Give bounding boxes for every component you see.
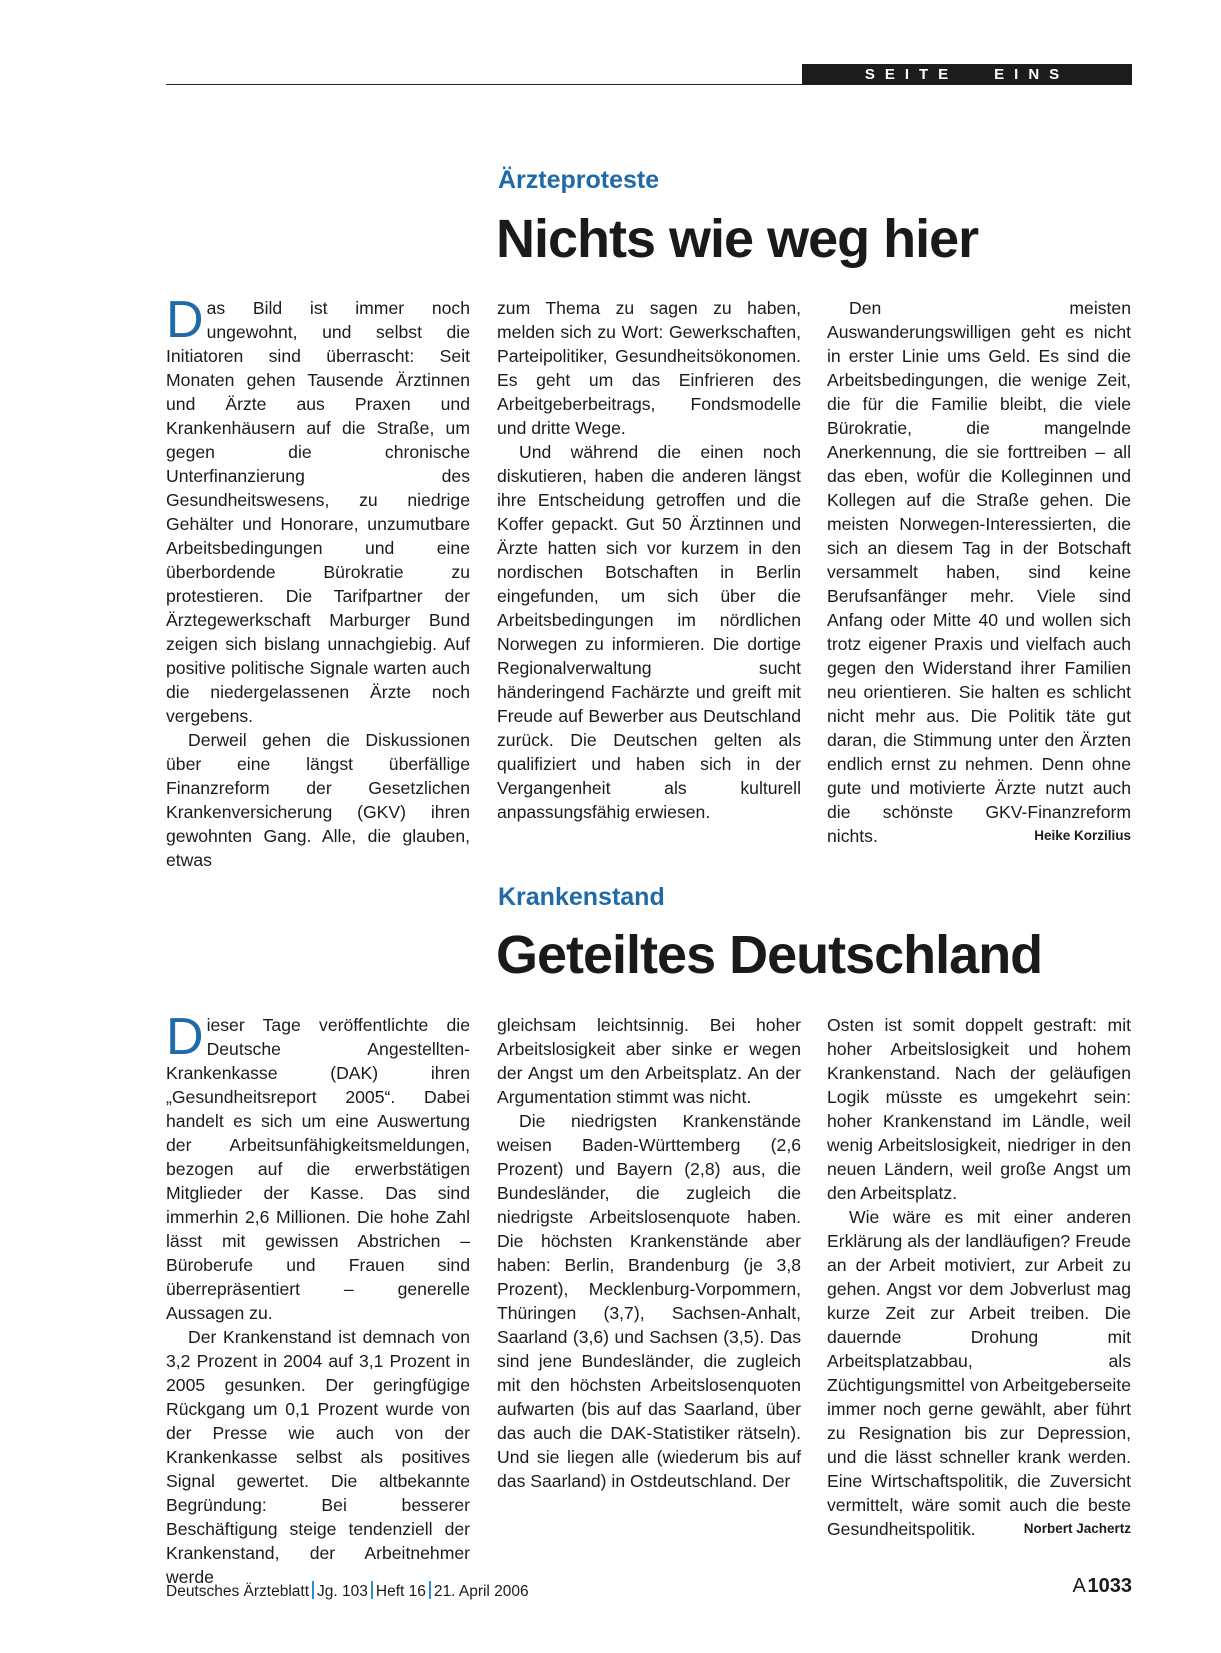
article1-title: Nichts wie weg hier (496, 209, 979, 269)
article2-col1-para1: ieser Tage veröffentlichte die Deutsche Angestellten-Krankenkasse (DAK) ihren „Gesundheitsreport 2005“. Dabei handelt es sich um eine Auswertung der Arbeitsunfähigkeitsmeldungen, bezogen auf die erwerbstätigen Mitglieder der Kasse. Das sind immerhin 2,6 Millionen. Die hohe Zahl lässt mit gewissen Abstrichen – Büroberufe und Frauen sind überrepräsentiert – generelle Aussagen zu. (166, 1015, 470, 1323)
article2-kicker: Krankenstand (498, 883, 665, 911)
article2-col3-para2: Wie wäre es mit einer anderen Erklärung als der landläufigen? Freude an der Arbeit motiviert, zur Arbeit zu gehen. Angst vor dem Jobverlust mag kurze Zeit zur Arbeit treiben. Die dauernde Drohung mit Arbeitsplatzabbau, als Züchtigungsmittel von Arbeitgeberseite immer noch gerne gewählt, aber führt zu Resignation bis zur Depression, und die lässt schneller krank werden. Eine Wirtschaftspolitik, die Zuversicht vermittelt, wäre somit auch die beste Gesundheitspolitik. (827, 1207, 1131, 1539)
article1-col1-para2: Derweil gehen die Diskussionen über eine längst überfällige Finanzreform der Gesetzlichen Krankenversicherung (GKV) ihren gewohnten Gang. Alle, die glauben, etwas (166, 730, 470, 870)
footer-volume: Jg. 103 (317, 1583, 368, 1600)
article1-column-1 (166, 291, 470, 872)
page-footer (166, 1577, 1132, 1605)
article2-col3-para1: Osten ist somit doppelt gestraft: mit hoher Arbeitslosigkeit und hohem Krankenstand. Nach der geläufigen Logik müsste es umgekehrt sein: hoher Krankenstand im Ländle, weil wenig Arbeitslosigkeit, niedriger in den neuen Ländern, weil große Angst um den Arbeitsplatz. (827, 1015, 1131, 1203)
article1-col1-para1: as Bild ist immer noch ungewohnt, und selbst die Initiatoren sind überrascht: Seit Monaten gehen Tausende Ärztinnen und Ärzte aus Praxen und Krankenhäusern auf die Straße, um gegen die chronische Unterfinanzierung des Gesundheitswesens, zu niedrige Gehälter und Honorare, unzumutbare Arbeitsbedingungen und eine überbordende Bürokratie zu protestieren. Die Tarifpartner der Ärztegewerkschaft Marburger Bund zeigen sich bislang unnachgiebig. Auf positive politische Signale warten auch die niedergelassenen Ärzte noch vergebens. (166, 298, 470, 726)
article1-kicker: Ärzteproteste (498, 166, 660, 194)
page-prefix: A (1072, 1575, 1086, 1597)
page-number (1072, 1575, 1132, 1598)
article1-col2-para1: zum Thema zu sagen zu haben, melden sich zu Wort: Gewerkschaften, Parteipolitiker, Gesundheitsökonomen. Es geht um das Einfrieren des Arbeitgeberbeitrags, Fondsmodelle und dritte Wege. (497, 298, 801, 438)
section-word-2: EINS (994, 66, 1070, 83)
article2-author: Norbert Jachertz (1023, 1521, 1131, 1536)
article2-column-1 (166, 1008, 470, 1589)
section-label (802, 64, 1132, 85)
article1-author: Heike Korzilius (1034, 828, 1131, 843)
article2-col1-para2: Der Krankenstand ist demnach von 3,2 Prozent in 2004 auf 3,1 Prozent in 2005 gesunken. Der geringfügige Rückgang um 0,1 Prozent wurde von der Presse wie auch von der Krankenkasse selbst als positives Signal gewertet. Die altbekannte Begründung: Bei besserer Beschäftigung steige tendenziell der Krankenstand, der Arbeitnehmer werde (166, 1327, 470, 1587)
article2-column-2 (497, 1013, 801, 1493)
footer-journal: Deutsches Ärzteblatt (166, 1583, 310, 1600)
footer-issue: Heft 16 (375, 1583, 426, 1600)
article2-col2-para2: Die niedrigsten Krankenstände weisen Baden-Württemberg (2,6 Prozent) und Bayern (2,8) aus, die Bundesländer, die zugleich die niedrigste Arbeitslosenquote haben. Die höchsten Krankenstände aber haben: Berlin, Brandenburg (je 3,8 Prozent), Mecklenburg-Vorpommern, Thüringen (3,7), Sachsen-Anhalt, Saarland (3,6) und Sachsen (3,5). Das sind jene Bundesländer, die zugleich mit den höchsten Arbeitslosenquoten aufwarten (bis auf das Saarland, über das auch die DAK-Statistiker rätseln). Und sie liegen alle (wiederum bis auf das Saarland) in Ostdeutschland. Der (497, 1111, 801, 1491)
article1-col2-para2: Und während die einen noch diskutieren, haben die anderen längst ihre Entscheidung getroffen und die Koffer gepackt. Gut 50 Ärztinnen und Ärzte hatten sich vor kurzem in den nordischen Botschaften in Berlin eingefunden, um sich über die Arbeitsbedingungen im nördlichen Norwegen zu informieren. Die dortige Regionalverwaltung sucht händeringend Fachärzte und greift mit Freude auf Bewerber aus Deutschland zurück. Die Deutschen gelten als qualifiziert und haben sich in der Vergangenheit als kulturell anpassungsfähig erwiesen. (497, 442, 801, 822)
footer-separator (312, 1581, 314, 1599)
article1-column-3 (827, 296, 1131, 848)
footer-separator (371, 1581, 373, 1599)
footer-citation (166, 1581, 529, 1601)
article1-column-2 (497, 296, 801, 824)
article2-col2-para1: gleichsam leichtsinnig. Bei hoher Arbeitslosigkeit aber sinke er wegen der Angst um den Arbeitsplatz. An der Argumentation stimmt was nicht. (497, 1015, 801, 1107)
footer-separator (429, 1581, 431, 1599)
section-word-1: SEITE (864, 66, 959, 83)
article2-column-3 (827, 1013, 1131, 1541)
article1-drop-cap: D (166, 291, 204, 349)
article2-drop-cap: D (166, 1008, 204, 1066)
page-number-value: 1033 (1087, 1575, 1132, 1597)
footer-date: 21. April 2006 (433, 1583, 529, 1600)
article2-title: Geteiltes Deutschland (496, 925, 1043, 985)
article1-col3-para1: Den meisten Auswanderungswilligen geht es nicht in erster Linie ums Geld. Es sind die Arbeitsbedingungen, die wenige Zeit, die für die Familie bleibt, die viele Bürokratie, die mangelnde Anerkennung, die sie forttreiben – all das eben, wofür die Kolleginnen und Kollegen auf die Straße gehen. Die meisten Norwegen-Interessierten, die sich an diesem Tag in der Botschaft versammelt haben, sind keine Berufsanfänger mehr. Viele sind Anfang oder Mitte 40 und wollen sich trotz eigener Praxis und vielfach auch gegen den Widerstand ihrer Familien neu orientieren. Sie halten es schlicht nicht mehr aus. Die Politik täte gut daran, die Stimmung unter den Ärzten endlich ernst zu nehmen. Denn ohne gute und motivierte Ärzte nutzt auch die schönste GKV-Finanzreform nichts. (827, 298, 1131, 846)
